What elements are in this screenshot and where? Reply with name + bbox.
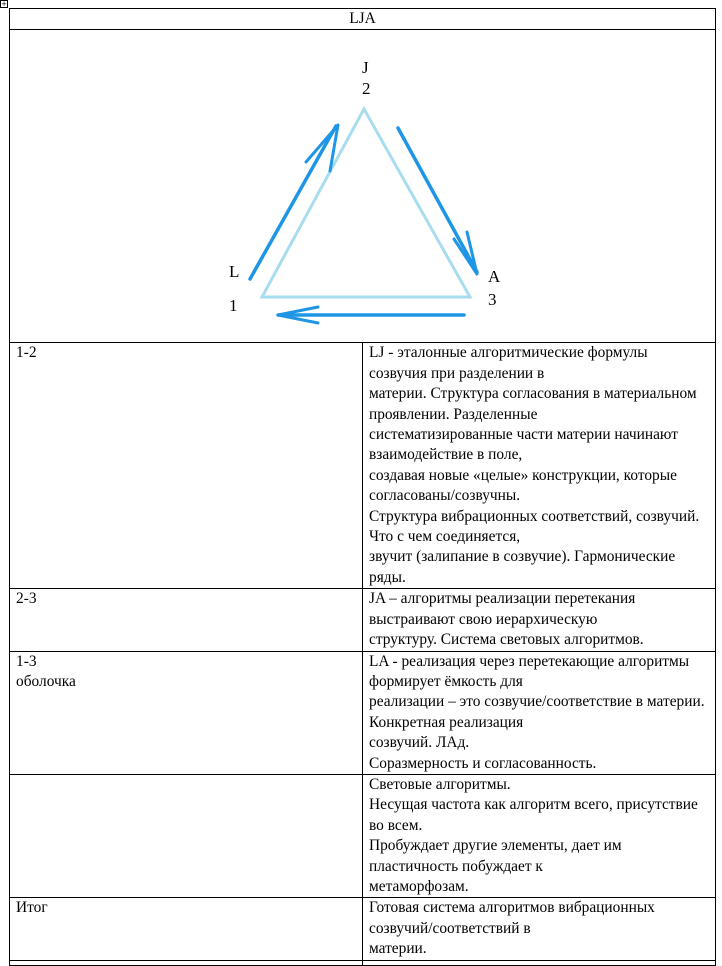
row-text-cell	[363, 898, 716, 960]
row-label-line: Итог	[16, 899, 48, 917]
table-row	[10, 343, 716, 589]
table-row	[10, 651, 716, 774]
row-text-line: систематизированные части материи начинают взаимодействие в поле,	[369, 426, 678, 464]
lja-table	[9, 8, 716, 966]
header-row	[10, 9, 716, 30]
row-label-cell	[10, 589, 363, 651]
vertex-j-number: 2	[362, 79, 371, 99]
row-text-line: материи.	[369, 940, 427, 958]
vertex-j-letter: J	[362, 58, 369, 78]
row-text-line: Готовая система алгоритмов вибрационных созвучий/соответствий в	[369, 899, 655, 937]
table-row	[10, 898, 716, 960]
row-label-cell	[10, 651, 363, 774]
vertex-a-number: 3	[488, 290, 497, 310]
arrow-left-side	[250, 125, 338, 279]
table-row	[10, 960, 716, 965]
table-row	[10, 774, 716, 897]
row-label-line: оболочка	[16, 672, 76, 690]
diagram-row	[10, 30, 716, 343]
table-anchor-icon[interactable]: +	[1, 0, 7, 8]
row-text-line: созвучий. ЛАд.	[369, 734, 470, 752]
arrow-right-side	[398, 128, 477, 274]
vertex-l-number: 1	[229, 296, 238, 316]
row-label-cell	[10, 774, 363, 897]
row-text-line: Несущая частота как алгоритм всего, присутствие во всем.	[369, 796, 698, 834]
vertex-a-letter: A	[488, 267, 501, 287]
row-label-cell	[10, 898, 363, 960]
row-label-cell	[10, 343, 363, 589]
row-text-line: LJ - эталонные алгоритмические формулы созвучия при разделении в	[369, 344, 648, 382]
row-text-line: LA - реализация через перетекающие алгоритмы формирует ёмкость для	[369, 652, 690, 690]
row-text-line: Световые алгоритмы.	[369, 775, 511, 793]
row-text-line: Структура вибрационных соответствий, созвучий. Что с чем соединяется,	[369, 507, 700, 546]
row-text-line: материи. Структура согласования в материальном проявлении. Разделенные	[369, 385, 697, 423]
table-row	[10, 589, 716, 651]
triangle-diagram	[16, 30, 721, 342]
row-label-line: 2-3	[16, 590, 37, 608]
table-body	[10, 343, 716, 965]
arrow-bottom-side	[278, 307, 464, 323]
row-text-line: Пробуждает другие элементы, дает им пластичность побуждает к	[369, 837, 622, 875]
row-text-line: звучит (залипание в созвучие). Гармонические ряды.	[369, 548, 676, 586]
row-text-cell	[363, 589, 716, 651]
row-text-line: создавая новые «целые» конструкции, которые согласованы/созвучны.	[369, 466, 677, 505]
row-text-cell	[363, 343, 716, 589]
row-text-line: Соразмерность и согласованность.	[369, 754, 597, 772]
row-text-cell	[363, 774, 716, 897]
row-text-line: метаморфозам.	[369, 877, 469, 895]
vertex-l-letter: L	[229, 262, 240, 282]
row-label-line: 1-2	[16, 344, 37, 362]
row-text-cell	[363, 651, 716, 774]
row-text-line: структуру. Система световых алгоритмов.	[369, 631, 644, 649]
row-label-line: 1-3	[16, 652, 37, 670]
table-header: LJA	[10, 9, 716, 30]
row-text-cell	[363, 960, 716, 965]
row-text-line: JA – алгоритмы реализации перетекания выстраивают свою иерархическую	[369, 590, 636, 628]
row-label-cell	[10, 960, 363, 965]
diagram-cell	[10, 30, 716, 343]
row-text-line: реализации – это созвучие/соответствие в материи. Конкретная реализация	[369, 693, 705, 731]
